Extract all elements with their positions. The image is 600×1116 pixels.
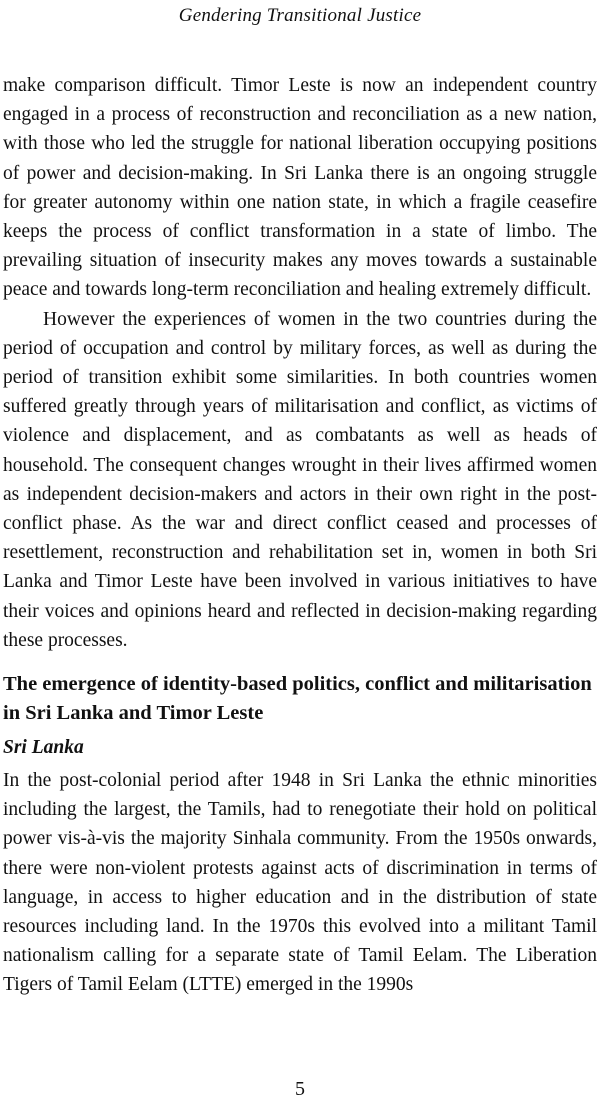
paragraph-continuation: make comparison difficult. Timor Leste is now an independent country engaged in a process of reconstruction and reconciliation as a new nation, with those who led the struggle for national liberation occupying positions of power and decision-making. In Sri Lanka there is an ongoing struggle for greater autonomy within one nation state, in which a fragile ceasefire keeps the process of conflict transformation in a state of limbo. The prevailing situation of insecurity makes any moves towards a sustainable peace and towards long-term reconciliation and healing extremely difficult. [3, 75, 597, 301]
body-text [3, 71, 597, 1000]
paragraph-sri-lanka: In the post-colonial period after 1948 in Sri Lanka the ethnic minorities including the largest, the Tamils, had to renegotiate their hold on political power vis-à-vis the majority Sinhala community. From the 1950s onwards, there were non-violent protests against acts of discrimination in terms of language, in access to higher education and in the distribution of state resources including land. In the 1970s this evolved into a militant Tamil nationalism calling for a separate state of Tamil Eelam. The Liberation Tigers of Tamil Eelam (LTTE) emerged in the 1990s [3, 770, 597, 996]
section-heading: The emergence of identity-based politics, conflict and militarisation in Sri Lanka and Timor Leste [3, 673, 592, 725]
running-head-title: Gendering Transitional Justice [178, 5, 422, 26]
subsection-heading: Sri Lanka [3, 737, 84, 759]
page-number: 5 [295, 1078, 305, 1100]
paragraph-women-experiences: However the experiences of women in the two countries during the period of occupation and control by military forces, as well as during the period of transition exhibit some similarities. In both countries women suffered greatly through years of militarisation and conflict, as victims of violence and displacement, and as combatants as well as heads of household. The consequent changes wrought in their lives affirmed women as independent decision-makers and actors in their own right in the post-conflict phase. As the war and direct conflict ceased and processes of resettlement, reconstruction and rehabilitation set in, women in both Sri Lanka and Timor Leste have been involved in various initiatives to have their voices and opinions heard and reflected in decision-making regarding these processes. [3, 308, 597, 651]
